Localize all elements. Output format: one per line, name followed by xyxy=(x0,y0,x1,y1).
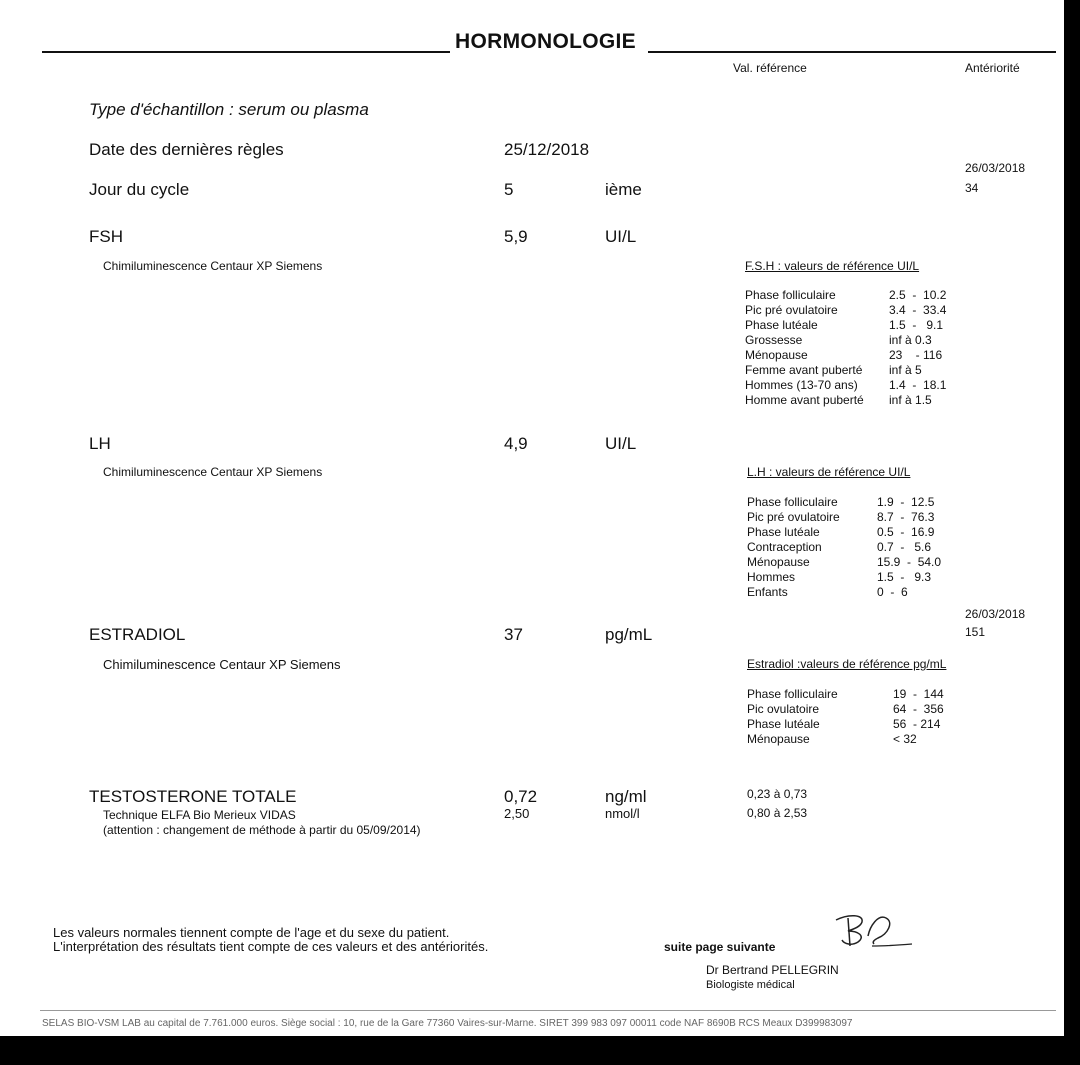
reference-range: 1.5 - 9.1 xyxy=(889,318,944,332)
reference-phase: Ménopause xyxy=(747,555,810,569)
estradiol-label: ESTRADIOL xyxy=(89,625,186,644)
fsh-value: 5,9 xyxy=(504,227,528,246)
reference-phase: Pic pré ovulatoire xyxy=(745,303,838,317)
reference-phase: Phase lutéale xyxy=(745,318,818,332)
header-rule-right xyxy=(648,51,1056,53)
reference-range: 23 - 116 xyxy=(889,348,943,362)
reference-phase: Pic ovulatoire xyxy=(747,702,820,716)
testosterone-reference-nmol: 0,80 à 2,53 xyxy=(747,806,808,820)
reference-phase: Hommes (13-70 ans) xyxy=(745,378,858,392)
reference-row xyxy=(745,318,979,333)
reference-range: 19 - 144 xyxy=(893,687,944,701)
reference-phase: Phase lutéale xyxy=(747,717,820,731)
ddr-value: 25/12/2018 xyxy=(504,140,590,159)
legal-footer: SELAS BIO-VSM LAB au capital de 7.761.000 euros. Siège social : 10, rue de la Gare 77360 Vaires-sur-Marne. SIRET 399 983 097 00011 code NAF 8690B RCS Meaux D399983097 xyxy=(42,1018,853,1029)
reference-range: inf à 1.5 xyxy=(889,393,932,407)
reference-row xyxy=(747,717,983,732)
testosterone-unit-nmol: nmol/l xyxy=(605,806,640,821)
reference-range: 2.5 - 10.2 xyxy=(889,288,947,302)
reference-row xyxy=(747,732,983,747)
cycle-unit: ième xyxy=(605,180,642,199)
reference-row xyxy=(747,495,967,510)
reference-row xyxy=(745,363,979,378)
reference-phase: Ménopause xyxy=(747,732,810,746)
reference-row xyxy=(747,585,967,600)
fsh-reference-table xyxy=(745,288,979,408)
reference-phase: Homme avant puberté xyxy=(745,393,864,407)
reference-phase: Enfants xyxy=(747,585,788,599)
reference-range: 15.9 - 54.0 xyxy=(877,555,942,569)
reference-row xyxy=(747,525,967,540)
signature-image xyxy=(828,910,914,956)
reference-phase: Phase folliculaire xyxy=(745,288,836,302)
reference-row xyxy=(745,288,979,303)
header-rule-left xyxy=(42,51,450,53)
reference-range: 1.5 - 9.3 xyxy=(877,570,932,584)
testosterone-method: Technique ELFA Bio Merieux VIDAS xyxy=(103,808,296,822)
reference-row xyxy=(747,540,967,555)
lh-reference-title: L.H : valeurs de référence UI/L xyxy=(747,465,911,479)
fsh-label: FSH xyxy=(89,227,123,246)
fsh-reference-title: F.S.H : valeurs de référence UI/L xyxy=(745,259,920,273)
testosterone-value-ngml: 0,72 xyxy=(504,787,538,806)
reference-range: 0.5 - 16.9 xyxy=(877,525,935,539)
estradiol-previous-value: 151 xyxy=(965,625,986,639)
estradiol-reference-table xyxy=(747,687,983,747)
reference-row xyxy=(745,333,979,348)
reference-phase: Ménopause xyxy=(745,348,808,362)
reference-range: 56 - 214 xyxy=(893,717,941,731)
reference-phase: Contraception xyxy=(747,540,822,554)
lh-value: 4,9 xyxy=(504,434,528,453)
cycle-label: Jour du cycle xyxy=(89,180,190,199)
estradiol-unit: pg/mL xyxy=(605,625,653,644)
reference-range: 1.9 - 12.5 xyxy=(877,495,935,509)
estradiol-value: 37 xyxy=(504,625,523,644)
reference-row xyxy=(747,555,967,570)
testosterone-value-nmol: 2,50 xyxy=(504,806,530,821)
lh-label: LH xyxy=(89,434,111,453)
cycle-value: 5 xyxy=(504,180,514,199)
reference-row xyxy=(747,510,967,525)
sample-type: Type d'échantillon : serum ou plasma xyxy=(89,100,369,119)
reference-range: 8.7 - 76.3 xyxy=(877,510,935,524)
fsh-unit: UI/L xyxy=(605,227,637,246)
cycle-previous-date: 26/03/2018 xyxy=(965,161,1026,175)
reference-range: inf à 0.3 xyxy=(889,333,932,347)
estradiol-previous-date: 26/03/2018 xyxy=(965,607,1026,621)
reference-phase: Femme avant puberté xyxy=(745,363,863,377)
next-page-note: suite page suivante xyxy=(664,940,776,954)
lh-reference-table xyxy=(747,495,967,600)
reference-row xyxy=(745,393,979,408)
testosterone-unit-ngml: ng/ml xyxy=(605,787,647,806)
reference-row xyxy=(745,378,979,393)
reference-row xyxy=(747,702,983,717)
reference-phase: Pic pré ovulatoire xyxy=(747,510,840,524)
fsh-method: Chimiluminescence Centaur XP Siemens xyxy=(103,259,323,273)
reference-range: 64 - 356 xyxy=(893,702,944,716)
reference-range: 3.4 - 33.4 xyxy=(889,303,947,317)
testosterone-reference-ngml: 0,23 à 0,73 xyxy=(747,787,808,801)
reference-range: < 32 xyxy=(893,732,917,746)
reference-row xyxy=(747,687,983,702)
estradiol-reference-title: Estradiol :valeurs de référence pg/mL xyxy=(747,657,947,671)
notice-line-1: Les valeurs normales tiennent compte de l'age et du sexe du patient. xyxy=(53,925,450,940)
reference-range: inf à 5 xyxy=(889,363,922,377)
reference-phase: Phase folliculaire xyxy=(747,495,838,509)
notice-line-2: L'interprétation des résultats tient compte de ces valeurs et des antériorités. xyxy=(53,939,489,954)
column-header-previous: Antériorité xyxy=(965,61,1020,75)
doctor-role: Biologiste médical xyxy=(706,979,795,991)
ddr-label: Date des dernières règles xyxy=(89,140,284,159)
reference-range: 0.7 - 5.6 xyxy=(877,540,932,554)
reference-phase: Grossesse xyxy=(745,333,803,347)
testosterone-label: TESTOSTERONE TOTALE xyxy=(89,787,297,806)
footer-rule xyxy=(40,1010,1056,1011)
reference-row xyxy=(745,303,979,318)
lh-method: Chimiluminescence Centaur XP Siemens xyxy=(103,465,323,479)
cycle-previous-value: 34 xyxy=(965,181,979,195)
reference-range: 1.4 - 18.1 xyxy=(889,378,947,392)
testosterone-method-note: (attention : changement de méthode à partir du 05/09/2014) xyxy=(103,823,421,837)
reference-phase: Phase folliculaire xyxy=(747,687,838,701)
reference-phase: Hommes xyxy=(747,570,796,584)
lh-unit: UI/L xyxy=(605,434,637,453)
reference-phase: Phase lutéale xyxy=(747,525,820,539)
reference-row xyxy=(747,570,967,585)
reference-range: 0 - 6 xyxy=(877,585,908,599)
reference-row xyxy=(745,348,979,363)
section-title: HORMONOLOGIE xyxy=(455,30,636,53)
doctor-name: Dr Bertrand PELLEGRIN xyxy=(706,963,839,977)
estradiol-method: Chimiluminescence Centaur XP Siemens xyxy=(103,657,341,672)
column-header-reference: Val. référence xyxy=(733,61,807,75)
